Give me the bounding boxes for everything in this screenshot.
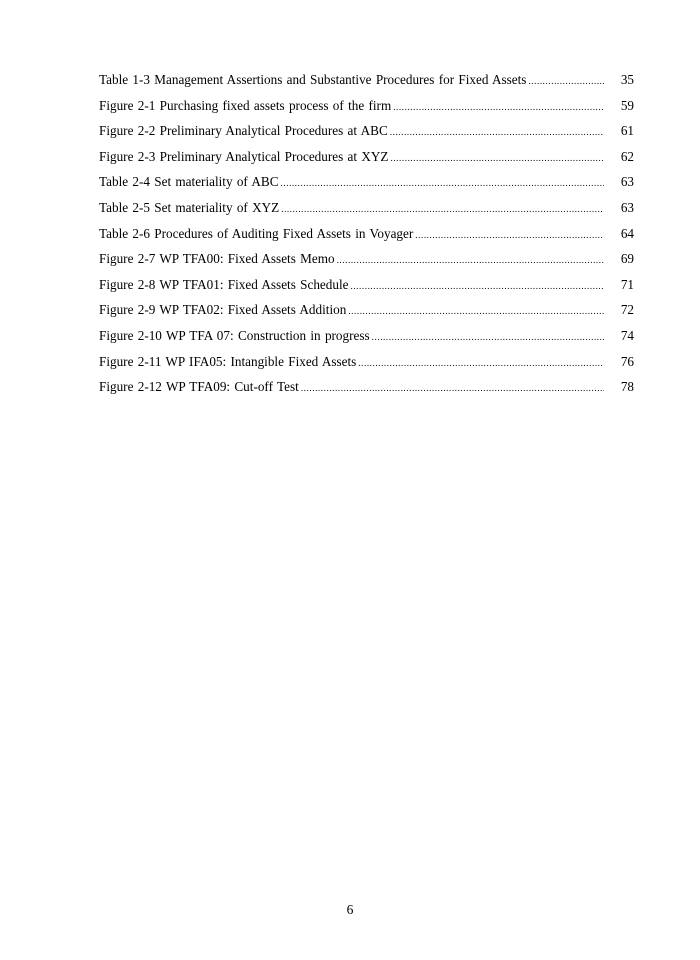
toc-entry[interactable]	[99, 147, 634, 173]
toc-entry-page: 74	[620, 327, 634, 343]
toc-entry-title: Figure 2-2 Preliminary Analytical Procedures at ABC	[99, 123, 388, 139]
dot-leader	[415, 225, 604, 245]
toc-entry[interactable]	[99, 249, 634, 275]
toc-entry-page: 76	[620, 353, 634, 369]
toc-entry-title: Figure 2-10 WP TFA 07: Construction in progress	[99, 327, 370, 343]
toc-entry-title: Table 2-6 Procedures of Auditing Fixed Assets in Voyager	[99, 225, 414, 241]
toc-entry-page: 63	[620, 199, 634, 215]
dot-leader	[390, 122, 604, 142]
toc-entry-title: Figure 2-1 Purchasing fixed assets process of the firm	[99, 97, 392, 113]
toc-entry[interactable]	[99, 198, 634, 224]
toc-entry-page: 62	[620, 148, 634, 164]
toc-entry[interactable]	[99, 70, 634, 96]
page-number: 6	[346, 902, 354, 917]
toc-entry-page: 64	[620, 225, 634, 241]
toc-entry[interactable]	[99, 352, 634, 378]
toc-entry-page: 59	[620, 97, 634, 113]
toc-entry[interactable]	[99, 326, 634, 352]
toc-entry-title: Table 2-4 Set materiality of ABC	[99, 174, 279, 190]
dot-leader	[390, 148, 604, 168]
toc-entry-page: 71	[620, 276, 634, 292]
toc-entry[interactable]	[99, 172, 634, 198]
toc-entry-title: Figure 2-8 WP TFA01: Fixed Assets Schedule	[99, 276, 349, 292]
toc-entry-page: 61	[620, 123, 634, 139]
dot-leader	[393, 97, 604, 117]
dot-leader	[348, 301, 604, 321]
dot-leader	[337, 250, 604, 270]
dot-leader	[350, 276, 604, 296]
toc-entry-page: 78	[620, 379, 634, 395]
dot-leader	[281, 199, 604, 219]
toc-entry[interactable]	[99, 377, 634, 403]
toc-entry[interactable]	[99, 96, 634, 122]
dot-leader	[301, 378, 604, 398]
toc-entry-title: Figure 2-3 Preliminary Analytical Procedures at XYZ	[99, 148, 389, 164]
toc-entry-title: Table 1-3 Management Assertions and Substantive Procedures for Fixed Assets	[99, 72, 527, 87]
dot-leader	[372, 327, 604, 347]
dot-leader	[281, 173, 604, 193]
toc-entry[interactable]	[99, 224, 634, 250]
toc-entry-title: Table 2-5 Set materiality of XYZ	[99, 199, 280, 215]
toc-entry-page: 69	[620, 251, 634, 267]
toc-entry-page: 63	[620, 174, 634, 190]
toc-entry-title: Figure 2-11 WP IFA05: Intangible Fixed Assets	[99, 353, 357, 369]
toc-entry[interactable]	[99, 121, 634, 147]
toc-entry-title: Figure 2-7 WP TFA00: Fixed Assets Memo	[99, 251, 335, 267]
toc-entry-page: 72	[620, 302, 634, 318]
toc-entry-page: 35	[620, 72, 634, 87]
dot-leader	[528, 71, 604, 91]
dot-leader	[358, 353, 604, 373]
toc-entry-title: Figure 2-12 WP TFA09: Cut-off Test	[99, 379, 299, 395]
toc-entry[interactable]	[99, 275, 634, 301]
list-of-tables-and-figures	[99, 70, 634, 403]
toc-entry[interactable]	[99, 300, 634, 326]
toc-entry-title: Figure 2-9 WP TFA02: Fixed Assets Addition	[99, 302, 347, 318]
